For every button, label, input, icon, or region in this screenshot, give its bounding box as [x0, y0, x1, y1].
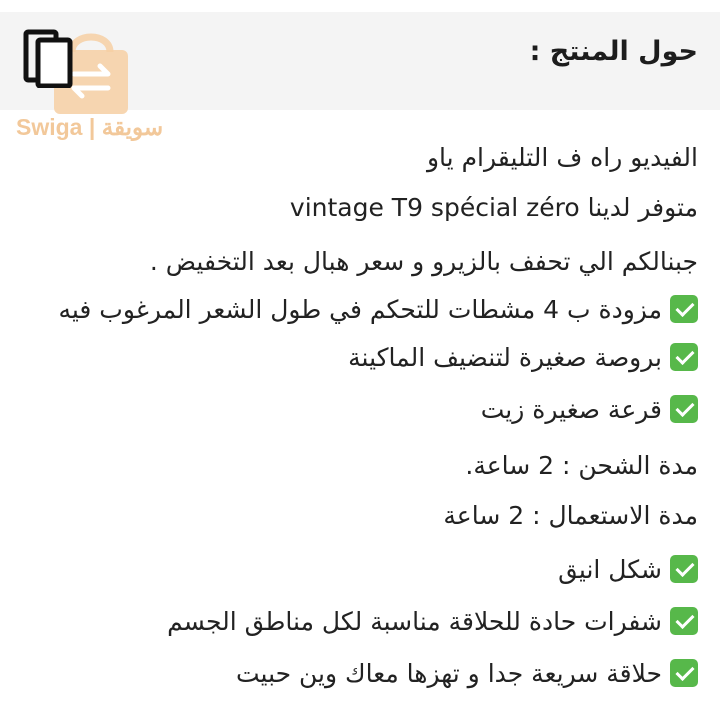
- description-line: [348, 340, 698, 376]
- check-mark-icon: [670, 395, 698, 423]
- description-line: [558, 552, 698, 588]
- check-mark-icon: [670, 295, 698, 323]
- description-line: [167, 604, 698, 640]
- description-text: مدة الاستعمال : 2 ساعة: [443, 501, 698, 530]
- description-text: حلاقة سريعة جدا و تهزها معاك وين حبيت: [235, 659, 662, 688]
- watermark-text: Swiga | سويقة: [16, 114, 164, 140]
- check-mark-icon: [670, 607, 698, 635]
- product-header: [0, 12, 720, 110]
- description-text: قرعة صغيرة زيت: [480, 395, 662, 424]
- description-text: بروصة صغيرة لتنضيف الماكينة: [348, 343, 662, 372]
- copy-icon[interactable]: [22, 26, 76, 88]
- description-line: [443, 498, 698, 534]
- description-text: مزودة ب 4 مشطات للتحكم في طول الشعر المرغوب فيه: [58, 295, 662, 324]
- description-line: [481, 392, 698, 428]
- description-line: [58, 292, 698, 328]
- description-text: شفرات حادة للحلاقة مناسبة لكل مناطق الجسم: [167, 607, 662, 636]
- check-mark-icon: [670, 555, 698, 583]
- description-text: جبنالكم الي تحفف بالزيرو و سعر هبال بعد التخفيض .: [149, 247, 698, 276]
- description-text: الفيديو راه ف التليقرام ياو: [426, 143, 698, 172]
- section-title: حول المنتج :: [529, 36, 698, 67]
- check-mark-icon: [670, 343, 698, 371]
- description-line: [465, 448, 698, 484]
- description-text: متوفر لدينا vintage T9 spécial zéro: [289, 193, 698, 222]
- check-mark-icon: [670, 659, 698, 687]
- description-line: [290, 190, 698, 226]
- description-line: [150, 244, 698, 280]
- description-line: [427, 140, 698, 176]
- description-line: [236, 656, 698, 692]
- description-text: مدة الشحن : 2 ساعة.: [465, 451, 698, 480]
- description-text: شكل انيق: [558, 555, 662, 584]
